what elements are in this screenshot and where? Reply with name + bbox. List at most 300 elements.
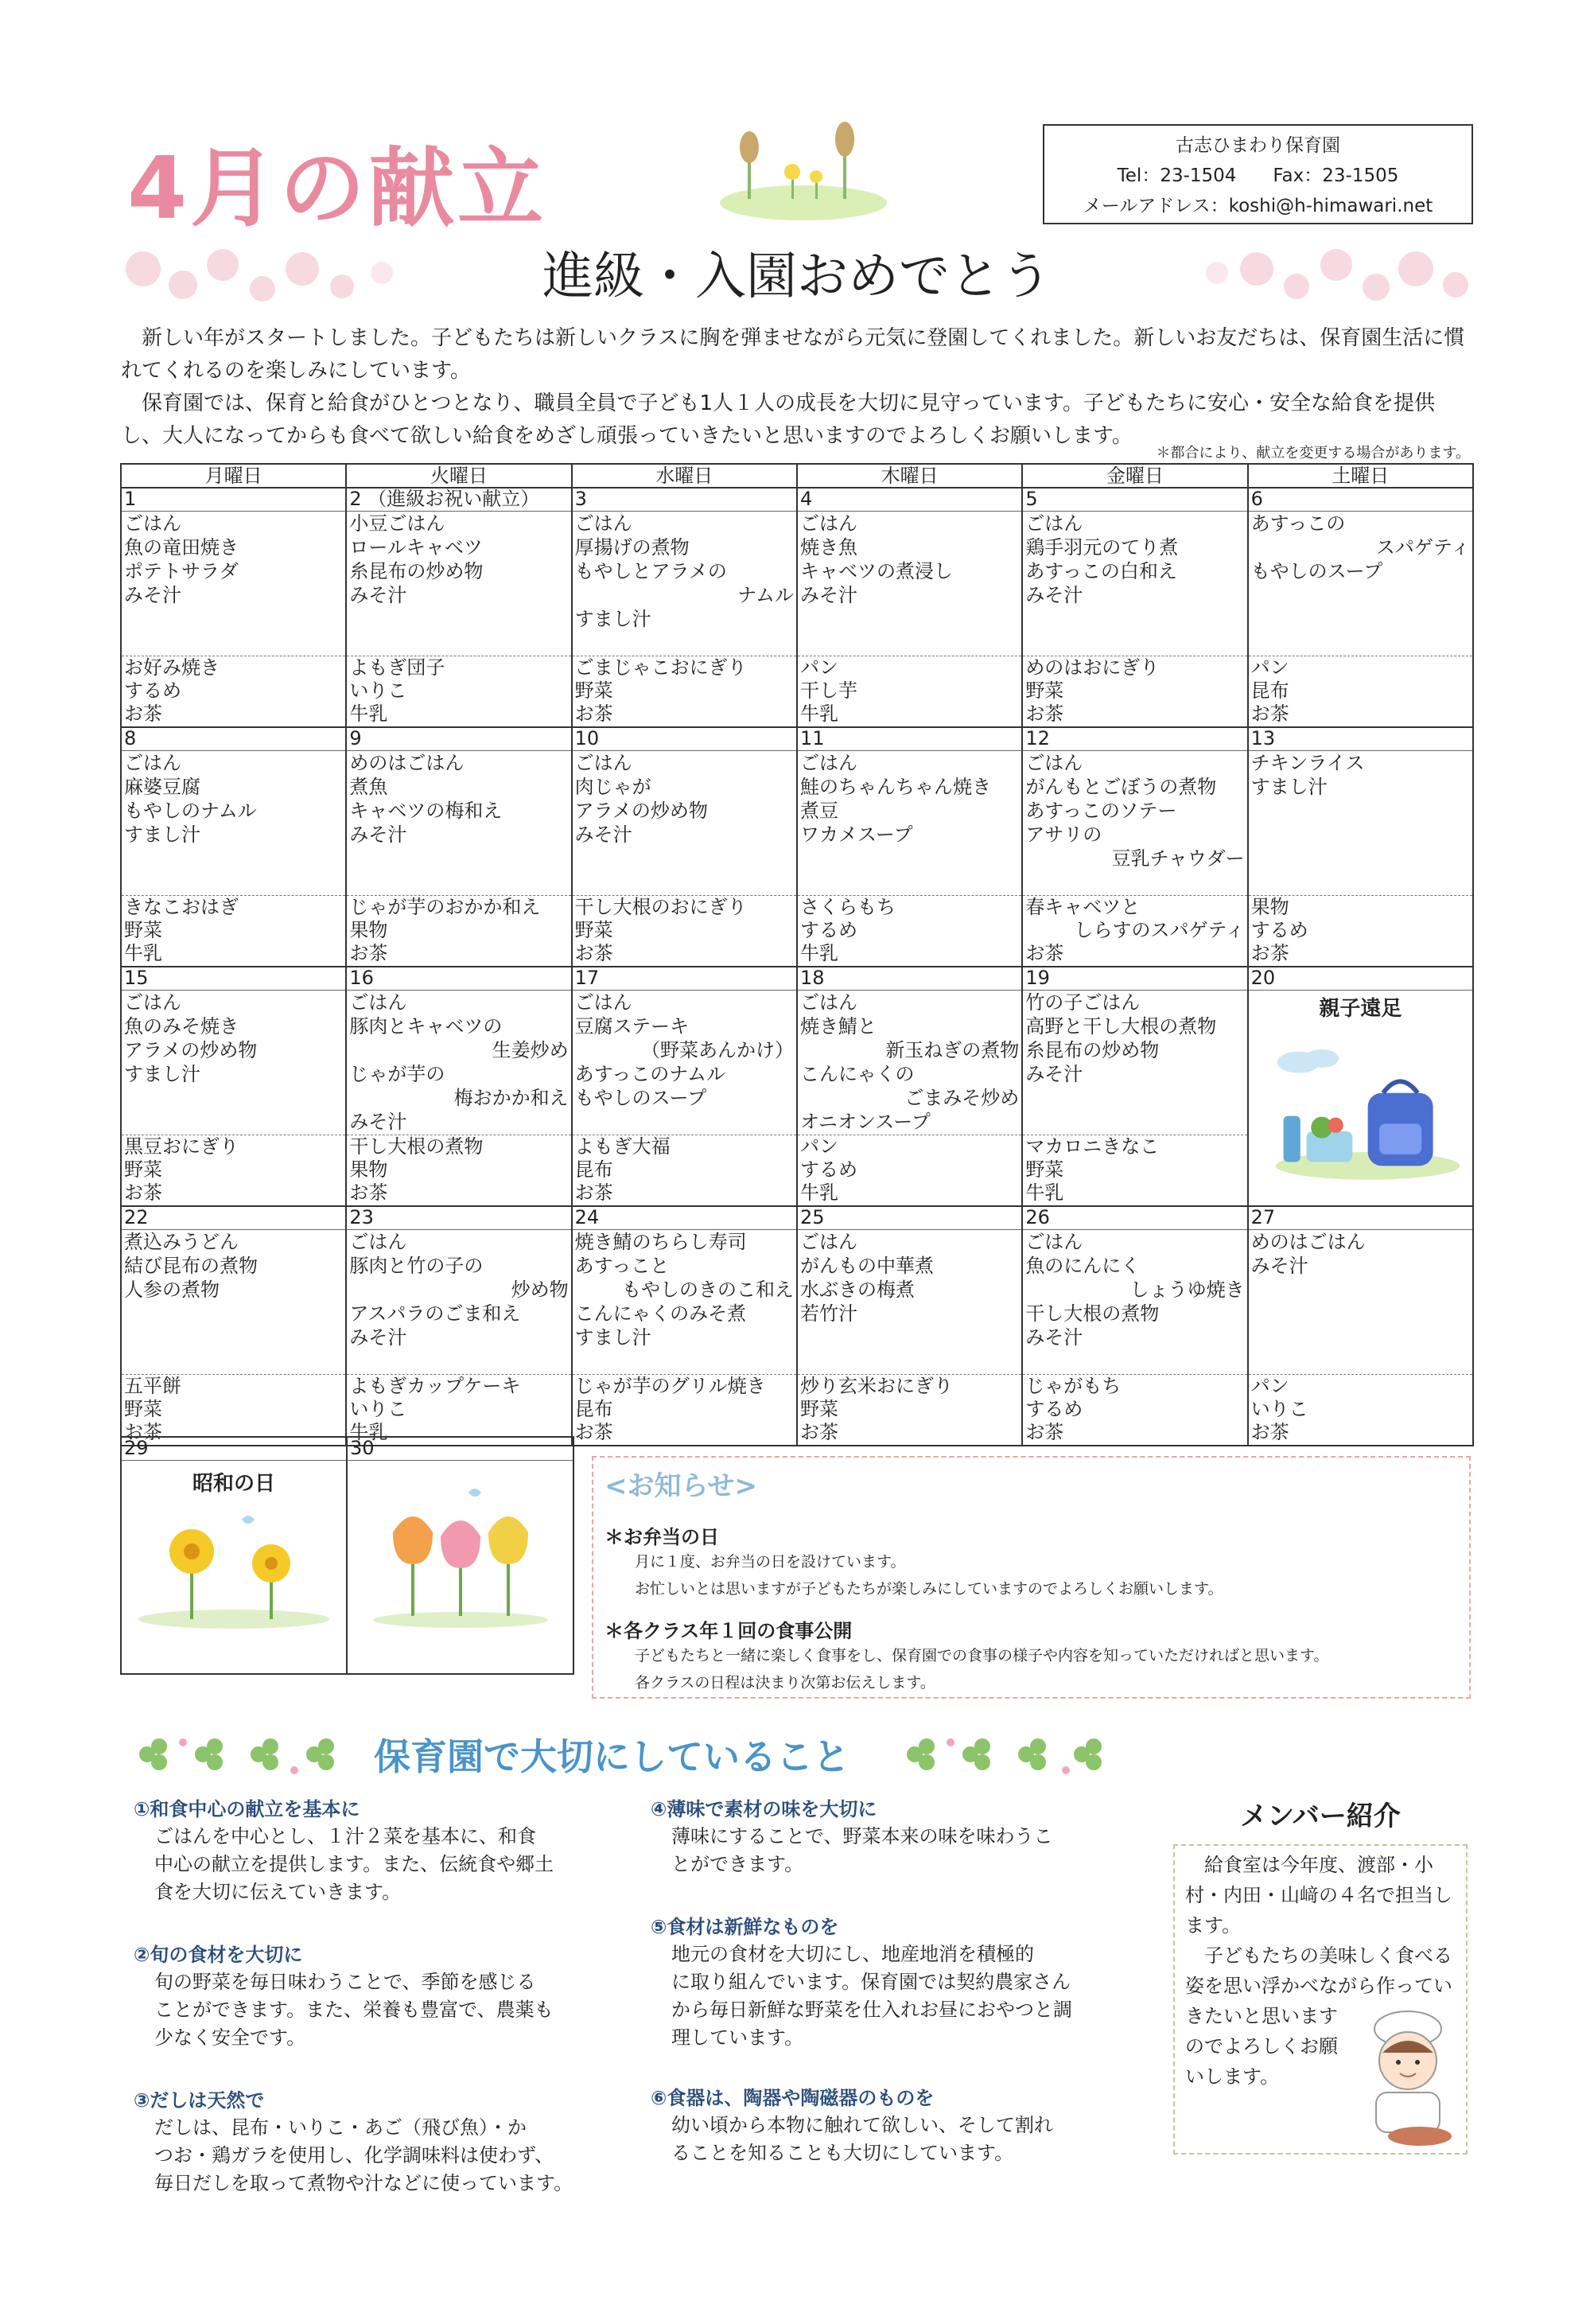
menu-item: ごまみそ炒め bbox=[904, 1086, 1020, 1109]
menu-item: ごはん bbox=[574, 751, 632, 774]
snack-item: 牛乳 bbox=[349, 1420, 388, 1443]
snack-item: 春キャベツと bbox=[1025, 895, 1141, 918]
day-number: 25 bbox=[797, 1206, 1022, 1229]
snack-item: 干し大根のおにぎり bbox=[574, 895, 747, 918]
menu-item: ナムル bbox=[737, 583, 794, 606]
day-number: 27 bbox=[1248, 1206, 1473, 1229]
snack-item: 野菜 bbox=[124, 918, 162, 941]
snack-item: お茶 bbox=[574, 1420, 613, 1443]
lunch-cell bbox=[572, 511, 797, 656]
notice-line: 子どもたちと一緒に楽しく食事をし、保育園での食事の様子や内容を知っていただければと思います。 bbox=[635, 1647, 1329, 1664]
snack-item: きなこおはぎ bbox=[124, 895, 239, 918]
menu-item: もやしのきのこ和え bbox=[621, 1278, 794, 1301]
snack-item: 野菜 bbox=[124, 1397, 162, 1420]
menu-item: ごはん bbox=[1025, 751, 1083, 774]
policy-point-6 bbox=[651, 2085, 1104, 2167]
menu-item: みそ汁 bbox=[574, 823, 632, 846]
menu-item: 麻婆豆腐 bbox=[124, 775, 200, 798]
snack-cell bbox=[346, 1374, 571, 1446]
lunch-cell bbox=[1248, 1229, 1473, 1374]
menu-item: みそ汁 bbox=[124, 583, 181, 606]
menu-item: もやしのスープ bbox=[1250, 559, 1383, 582]
day-number: 2 （進級お祝い献立） bbox=[346, 488, 571, 511]
notice-box bbox=[592, 1456, 1471, 1699]
menu-item: （野菜あんかけ） bbox=[640, 1038, 794, 1061]
snack-item: お茶 bbox=[574, 702, 613, 725]
day-number: 29 bbox=[122, 1438, 346, 1461]
point-line: ごはんを中心とし、１汁２菜を基本に、和食 bbox=[154, 1825, 536, 1847]
snack-row bbox=[121, 1374, 1473, 1446]
day-number: 13 bbox=[1248, 727, 1473, 750]
member-line: 子どもたちの美味しく食べる bbox=[1204, 1944, 1452, 1967]
snack-item: お茶 bbox=[574, 1181, 613, 1204]
menu-item: 結び昆布の煮物 bbox=[124, 1254, 258, 1277]
snack-cell bbox=[1022, 1374, 1247, 1446]
tel-fax: Tel：23-1504 Fax：23-1505 bbox=[1117, 165, 1399, 186]
snack-item: お茶 bbox=[1025, 702, 1064, 725]
menu-item: ごはん bbox=[799, 991, 857, 1014]
menu-item: すまし汁 bbox=[124, 1062, 200, 1085]
point-line: ことができます。また、栄養も豊富で、農薬も bbox=[154, 1999, 554, 2021]
menu-item: ごはん bbox=[124, 512, 181, 535]
notice-heading: <お知らせ> bbox=[605, 1470, 757, 1502]
snack-item: お茶 bbox=[349, 1181, 388, 1204]
point-title: ⑥食器は、陶器や陶磁器のものを bbox=[651, 2087, 935, 2109]
snack-item: 黒豆おにぎり bbox=[124, 1135, 239, 1158]
notice-item-bento-title: ＊お弁当の日 bbox=[605, 1526, 719, 1548]
menu-item: あすっこの白和え bbox=[1025, 559, 1177, 582]
menu-change-note: ＊都合により、献立を変更する場合があります。 bbox=[1156, 445, 1470, 461]
notice-line: お忙しいとは思いますが子どもたちが楽しみにしていますのでよろしくお願いします。 bbox=[635, 1580, 1223, 1598]
day-number: 11 bbox=[797, 727, 1022, 750]
snack-item: よもぎ団子 bbox=[349, 656, 445, 679]
menu-item: 魚の竜田焼き bbox=[124, 535, 239, 559]
snack-cell bbox=[572, 656, 797, 727]
snack-item: よもぎカップケーキ bbox=[349, 1374, 521, 1397]
policy-point-2 bbox=[134, 1941, 587, 2052]
menu-item: ごはん bbox=[574, 991, 632, 1014]
menu-item: めのはごはん bbox=[1250, 1230, 1366, 1253]
snack-item: 果物 bbox=[349, 1158, 388, 1181]
snack-item: お茶 bbox=[124, 702, 162, 725]
menu-item: 豚肉とキャベツの bbox=[349, 1014, 503, 1037]
snack-cell bbox=[572, 1135, 797, 1206]
contact-box bbox=[1043, 124, 1473, 224]
snack-item: 干し芋 bbox=[799, 679, 857, 702]
snack-cell bbox=[121, 895, 346, 967]
menu-item: ごはん bbox=[349, 991, 407, 1014]
menu-item: ごはん bbox=[574, 512, 632, 535]
policy-point-4 bbox=[651, 1796, 1104, 1878]
notice-item-meal-title: ＊各クラス年１回の食事公開 bbox=[605, 1620, 853, 1642]
snack-item: 炒り玄米おにぎり bbox=[799, 1374, 953, 1397]
snack-item: 果物 bbox=[1250, 895, 1289, 918]
snack-item: お好み焼き bbox=[124, 656, 220, 679]
snack-item: 牛乳 bbox=[799, 941, 838, 964]
lunch-cell bbox=[346, 750, 571, 895]
point-line: に取り組んでいます。保育園では契約農家さん bbox=[671, 1971, 1071, 1993]
point-line: とができます。 bbox=[671, 1853, 804, 1875]
menu-item: もやしのスープ bbox=[574, 1086, 707, 1109]
menu-item: みそ汁 bbox=[1025, 583, 1083, 606]
lunch-cell bbox=[346, 511, 571, 656]
snack-item: するめ bbox=[124, 679, 181, 702]
snack-item: めのはおにぎり bbox=[1025, 656, 1160, 679]
point-line: ることを知ることも大切にしています。 bbox=[671, 2142, 1014, 2164]
snack-item: 牛乳 bbox=[124, 941, 162, 964]
member-line: いします。 bbox=[1185, 2065, 1280, 2088]
day-number: 3 bbox=[572, 488, 797, 511]
snack-cell bbox=[1248, 1374, 1473, 1446]
snack-cell bbox=[346, 656, 571, 727]
snack-item: するめ bbox=[799, 918, 857, 941]
day-number: 23 bbox=[346, 1206, 571, 1229]
weekday-header bbox=[121, 464, 1473, 488]
menu-item: アラメの炒め物 bbox=[574, 799, 708, 822]
menu-item: ごはん bbox=[799, 1230, 857, 1253]
snack-item: パン bbox=[799, 656, 838, 679]
menu-item: 高野と干し大根の煮物 bbox=[1025, 1014, 1217, 1037]
snack-cell bbox=[346, 895, 571, 967]
menu-item: ごはん bbox=[349, 1230, 407, 1253]
day-number: 16 bbox=[346, 967, 571, 990]
menu-item: もやしのナムル bbox=[124, 799, 257, 822]
day-number: 20 bbox=[1248, 967, 1473, 990]
day-number: 18 bbox=[797, 967, 1022, 990]
menu-item: 鶏手羽元のてり煮 bbox=[1025, 535, 1179, 559]
point-line: だしは、昆布・いりこ・あご（飛び魚）・か bbox=[154, 2116, 527, 2139]
snack-item: 牛乳 bbox=[799, 1181, 838, 1204]
snack-cell bbox=[797, 1374, 1022, 1446]
menu-calendar bbox=[120, 463, 1474, 1446]
menu-item: 厚揚げの煮物 bbox=[574, 535, 690, 559]
snack-cell bbox=[797, 895, 1022, 967]
day-number: 24 bbox=[572, 1206, 797, 1229]
page-title: 4月の献立 bbox=[127, 139, 547, 239]
sunflower-illustration bbox=[122, 1500, 345, 1635]
lunch-cell bbox=[797, 750, 1022, 895]
tulip-illustration bbox=[349, 1477, 572, 1636]
day-29-box bbox=[120, 1436, 348, 1675]
member-line: きたいと思います bbox=[1185, 2005, 1338, 2027]
day-number: 5 bbox=[1022, 488, 1247, 511]
date-row bbox=[121, 1206, 1473, 1229]
snack-item: じゃが芋のおかか和え bbox=[349, 895, 541, 918]
snack-item: よもぎ大福 bbox=[574, 1135, 671, 1158]
menu-item: 人参の煮物 bbox=[124, 1278, 220, 1301]
menu-item: アスパラのごま和え bbox=[349, 1302, 521, 1325]
menu-item: アサリの bbox=[1025, 823, 1102, 846]
day-number: 30 bbox=[348, 1438, 573, 1461]
snack-item: するめ bbox=[1250, 918, 1308, 941]
lunch-cell bbox=[1022, 990, 1247, 1135]
snack-item: お茶 bbox=[124, 1420, 162, 1443]
menu-item: 小豆ごはん bbox=[349, 512, 445, 535]
email-address[interactable]: メールアドレス：koshi@h-himawari.net bbox=[1083, 196, 1433, 216]
snack-item: 野菜 bbox=[1025, 1158, 1064, 1181]
menu-item: みそ汁 bbox=[1025, 1062, 1083, 1085]
menu-item: 肉じゃが bbox=[574, 775, 651, 798]
snack-item: 野菜 bbox=[574, 918, 613, 941]
snack-item: お茶 bbox=[1250, 1420, 1289, 1443]
lunch-cell bbox=[121, 750, 346, 895]
menu-item: じゃが芋の bbox=[349, 1062, 445, 1085]
snack-item: お茶 bbox=[1250, 702, 1289, 725]
menu-item: ごはん bbox=[124, 751, 181, 774]
menu-item: 若竹汁 bbox=[799, 1302, 857, 1325]
point-line: 理しています。 bbox=[671, 2026, 804, 2049]
snack-item: いりこ bbox=[1250, 1397, 1308, 1420]
snack-item: じゃがもち bbox=[1025, 1374, 1122, 1397]
point-line: から毎日新鮮な野菜を仕入れお昼におやつと調 bbox=[671, 1999, 1072, 2021]
menu-item: 焼き鯖と bbox=[799, 1014, 877, 1037]
menu-item: みそ汁 bbox=[1025, 1325, 1083, 1349]
point-line: 薄味にすることで、野菜本来の味を味わうこ bbox=[671, 1825, 1053, 1847]
snack-item: 牛乳 bbox=[799, 702, 838, 725]
menu-item: 糸昆布の炒め物 bbox=[349, 559, 484, 582]
section-title: 保育園で大切にしていること bbox=[374, 1735, 849, 1778]
event-cell bbox=[1248, 990, 1473, 1206]
menu-item: あすっこの bbox=[1250, 512, 1346, 535]
snack-item: パン bbox=[1250, 1374, 1289, 1397]
menu-item: ごはん bbox=[1025, 512, 1083, 535]
snack-item: いりこ bbox=[349, 679, 407, 702]
lunch-cell bbox=[797, 990, 1022, 1135]
menu-item: 煮魚 bbox=[349, 775, 388, 798]
menu-item: みそ汁 bbox=[349, 1110, 407, 1133]
lunch-row bbox=[121, 750, 1473, 895]
holiday-label: 昭和の日 bbox=[192, 1472, 275, 1496]
snack-item: お茶 bbox=[1250, 941, 1289, 964]
weekday-fri: 金曜日 bbox=[1022, 464, 1247, 488]
menu-item: ごはん bbox=[799, 512, 857, 535]
notice-line: 月に１度、お弁当の日を設けています。 bbox=[635, 1553, 906, 1571]
day-number: 22 bbox=[121, 1206, 346, 1229]
day-number: 17 bbox=[572, 967, 797, 990]
menu-item: こんにゃくの bbox=[799, 1062, 915, 1085]
menu-item: 生姜炒め bbox=[492, 1038, 569, 1061]
point-line: つお・鶏ガラを使用し、化学調味料は使わず、 bbox=[154, 2144, 554, 2166]
snack-item: さくらもち bbox=[799, 895, 896, 918]
weekday-tue: 火曜日 bbox=[346, 464, 571, 488]
snack-cell bbox=[572, 895, 797, 967]
weekday-sat: 土曜日 bbox=[1248, 464, 1473, 488]
member-line: 姿を思い浮かべながら作ってい bbox=[1185, 1975, 1452, 1997]
snack-item: するめ bbox=[799, 1158, 857, 1181]
snack-item: パン bbox=[799, 1135, 838, 1158]
day-30-box bbox=[346, 1436, 574, 1675]
notice-line: 各クラスの日程は決まり次第お伝えします。 bbox=[635, 1674, 935, 1691]
intro-paragraph-1: 新しい年がスタートしました。子どもたちは新しいクラスに胸を弾ませながら元気に登園してくれました。新しいお友だちは、保育園生活に慣れてくれるのを楽しみにしています。 bbox=[121, 326, 1465, 383]
snack-cell bbox=[1022, 1135, 1247, 1206]
point-title: ②旬の食材を大切に bbox=[134, 1944, 303, 1966]
snack-item: 野菜 bbox=[1025, 679, 1064, 702]
point-line: 地元の食材を大切にし、地産地消を積極的 bbox=[671, 1943, 1034, 1965]
policy-point-1 bbox=[134, 1796, 587, 1906]
menu-item: ごはん bbox=[124, 991, 181, 1014]
cook-illustration bbox=[1352, 2005, 1464, 2148]
lunch-cell bbox=[121, 1229, 346, 1374]
snack-item: 五平餅 bbox=[124, 1374, 181, 1397]
snack-item: マカロニきなこ bbox=[1025, 1135, 1160, 1158]
banner-title: 進級・入園おめでとう bbox=[542, 247, 1052, 306]
snack-item: 昆布 bbox=[574, 1158, 613, 1181]
snack-item: 果物 bbox=[349, 918, 388, 941]
day-number: 19 bbox=[1022, 967, 1247, 990]
date-row bbox=[121, 488, 1473, 511]
lunch-cell bbox=[1248, 750, 1473, 895]
snack-cell bbox=[1248, 656, 1473, 727]
snack-item: 野菜 bbox=[574, 679, 613, 702]
menu-item: 魚のみそ焼き bbox=[124, 1014, 239, 1037]
snack-item: ごまじゃこおにぎり bbox=[574, 656, 747, 679]
menu-item: みそ汁 bbox=[1250, 1254, 1308, 1277]
menu-item: 煮込みうどん bbox=[124, 1230, 239, 1253]
menu-item: みそ汁 bbox=[349, 1325, 407, 1349]
menu-item: 炒め物 bbox=[511, 1278, 569, 1301]
menu-item: 魚のにんにく bbox=[1025, 1254, 1141, 1277]
member-line: 村・内田・山﨑の４名で担当し bbox=[1185, 1884, 1452, 1906]
menu-item: 豚肉と竹の子の bbox=[349, 1254, 484, 1277]
menu-item: すまし汁 bbox=[574, 1325, 651, 1349]
nursery-name: 古志ひまわり保育園 bbox=[1176, 135, 1340, 156]
snack-cell bbox=[121, 656, 346, 727]
snack-item: しらすのスパゲティ bbox=[1074, 918, 1245, 941]
snack-row bbox=[121, 656, 1473, 727]
member-line: ます。 bbox=[1185, 1914, 1242, 1937]
snack-item: お茶 bbox=[1025, 941, 1064, 964]
snack-item: 野菜 bbox=[799, 1397, 838, 1420]
menu-item: しょうゆ焼き bbox=[1129, 1278, 1245, 1301]
lunch-cell bbox=[346, 1229, 571, 1374]
snack-item: するめ bbox=[1025, 1397, 1083, 1420]
point-title: ⑤食材は新鮮なものを bbox=[651, 1916, 839, 1938]
menu-item: ポテトサラダ bbox=[124, 559, 239, 582]
menu-item: もやしとアラメの bbox=[574, 559, 727, 582]
menu-item: 梅おかか和え bbox=[453, 1086, 569, 1109]
menu-item: めのはごはん bbox=[349, 751, 465, 774]
point-title: ③だしは天然で bbox=[134, 2089, 265, 2112]
lunch-cell bbox=[1022, 511, 1247, 656]
lunch-row bbox=[121, 511, 1473, 656]
menu-item: 糸昆布の炒め物 bbox=[1025, 1038, 1160, 1061]
menu-item: すまし汁 bbox=[574, 607, 651, 630]
menu-item: チキンライス bbox=[1250, 751, 1365, 774]
snack-item: いりこ bbox=[349, 1397, 407, 1420]
intro-paragraph-2: 保育園では、保育と給食がひとつとなり、職員全員で子ども1人１人の成長を大切に見守っています。子どもたちに安心・安全な給食を提供し、大人になってからも食べて欲しい給食をめざし頑張っていきたいと思いますのでよろしくお願いします。 bbox=[121, 391, 1435, 448]
lunch-cell bbox=[797, 1229, 1022, 1374]
snack-item: お茶 bbox=[124, 1181, 162, 1204]
snack-item: お茶 bbox=[1025, 1420, 1064, 1443]
menu-item: キャベツの煮浸し bbox=[799, 559, 953, 582]
day-number: 4 bbox=[797, 488, 1022, 511]
snack-item: お茶 bbox=[574, 941, 613, 964]
date-row bbox=[121, 967, 1473, 990]
day-number: 8 bbox=[121, 727, 346, 750]
menu-item: 干し大根の煮物 bbox=[1025, 1302, 1160, 1325]
snack-cell bbox=[121, 1374, 346, 1446]
lunch-cell bbox=[572, 750, 797, 895]
lunch-cell bbox=[1022, 750, 1247, 895]
menu-item: すまし汁 bbox=[124, 823, 200, 846]
snack-cell bbox=[121, 1135, 346, 1206]
lunch-cell bbox=[1248, 511, 1473, 656]
snack-item: お茶 bbox=[349, 941, 388, 964]
day-number: 1 bbox=[121, 488, 346, 511]
point-line: 食を大切に伝えていきます。 bbox=[154, 1881, 402, 1903]
snack-cell bbox=[1248, 895, 1473, 967]
menu-item: スパゲティ bbox=[1375, 535, 1470, 559]
lunch-row bbox=[121, 1229, 1473, 1374]
menu-item: みそ汁 bbox=[349, 823, 407, 846]
lunch-cell bbox=[572, 1229, 797, 1374]
menu-item: 焼き魚 bbox=[799, 535, 857, 559]
day-number: 15 bbox=[121, 967, 346, 990]
menu-item: 水ぶきの梅煮 bbox=[799, 1278, 915, 1301]
point-line: 幼い頃から本物に触れて欲しい、そして割れ bbox=[671, 2114, 1053, 2136]
intro-text bbox=[121, 322, 1473, 453]
snack-item: 昆布 bbox=[574, 1397, 613, 1420]
day-number: 9 bbox=[346, 727, 571, 750]
menu-item: すまし汁 bbox=[1250, 775, 1328, 798]
event-label: 親子遠足 bbox=[1319, 996, 1402, 1021]
snack-item: 野菜 bbox=[124, 1158, 162, 1181]
day-number: 26 bbox=[1022, 1206, 1247, 1229]
menu-item: ごはん bbox=[1025, 1230, 1083, 1253]
lunch-row bbox=[121, 990, 1473, 1135]
policy-point-3 bbox=[134, 2087, 587, 2197]
snack-cell bbox=[346, 1135, 571, 1206]
date-row bbox=[121, 727, 1473, 750]
snack-row bbox=[121, 895, 1473, 967]
snack-item: パン bbox=[1250, 656, 1289, 679]
lunch-cell bbox=[346, 990, 571, 1135]
menu-item: あすっこのナムル bbox=[574, 1062, 726, 1085]
point-line: 少なく安全です。 bbox=[154, 2026, 306, 2049]
menu-item: がんもとごぼうの煮物 bbox=[1025, 775, 1217, 798]
point-title: ④薄味で素材の味を大切に bbox=[651, 1798, 877, 1820]
menu-item: 豆腐ステーキ bbox=[574, 1014, 690, 1037]
member-title: メンバー紹介 bbox=[1240, 1800, 1401, 1832]
menu-item: 煮豆 bbox=[799, 799, 838, 822]
menu-item: みそ汁 bbox=[799, 583, 857, 606]
snack-item: 牛乳 bbox=[1025, 1181, 1064, 1204]
lunch-cell bbox=[797, 511, 1022, 656]
member-line: 給食室は今年度、渡部・小 bbox=[1204, 1854, 1433, 1876]
day-number: 12 bbox=[1022, 727, 1247, 750]
policy-point-5 bbox=[651, 1913, 1104, 2052]
snack-item: 牛乳 bbox=[349, 702, 388, 725]
menu-item: ロールキャベツ bbox=[349, 535, 483, 559]
snack-cell bbox=[1022, 656, 1247, 727]
menu-item: あすっこと bbox=[574, 1254, 670, 1277]
menu-item: 新玉ねぎの煮物 bbox=[885, 1038, 1020, 1061]
lunch-cell bbox=[121, 511, 346, 656]
weekday-mon: 月曜日 bbox=[121, 464, 346, 488]
day-number: 6 bbox=[1248, 488, 1473, 511]
member-line: のでよろしくお願 bbox=[1185, 2035, 1338, 2057]
snack-item: お茶 bbox=[799, 1420, 838, 1443]
menu-item: こんにゃくのみそ煮 bbox=[574, 1302, 747, 1325]
lunch-cell bbox=[1022, 1229, 1247, 1374]
snack-cell bbox=[797, 1135, 1022, 1206]
weekday-thu: 木曜日 bbox=[797, 464, 1022, 488]
menu-item: 豆乳チャウダー bbox=[1111, 847, 1245, 870]
menu-item: 竹の子ごはん bbox=[1025, 991, 1141, 1014]
menu-item: ごはん bbox=[799, 751, 857, 774]
menu-item: あすっこのソテー bbox=[1025, 799, 1177, 822]
menu-item: がんもの中華煮 bbox=[799, 1254, 934, 1277]
